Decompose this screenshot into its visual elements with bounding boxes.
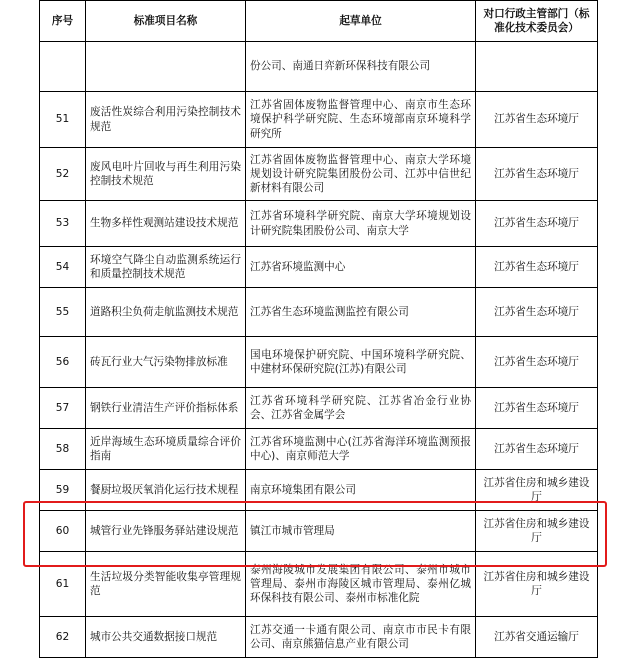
cell-dept: 江苏省生态环境厅 — [476, 247, 598, 288]
cell-org: 国电环境保护研究院、中国环境科学研究院、中建材环保研究院(江苏)有限公司 — [246, 337, 476, 388]
cell-dept — [476, 42, 598, 92]
cell-dept: 江苏省住房和城乡建设厅 — [476, 470, 598, 511]
cell-no: 60 — [40, 511, 86, 552]
cell-org: 江苏省环境监测中心 — [246, 247, 476, 288]
cell-name: 钢铁行业清洁生产评价指标体系 — [86, 388, 246, 429]
header-name: 标准项目名称 — [86, 1, 246, 42]
cell-no: 58 — [40, 429, 86, 470]
cell-name: 城管行业先锋服务驿站建设规范 — [86, 511, 246, 552]
table-header-row — [40, 1, 598, 42]
table-row — [40, 247, 598, 288]
cell-org: 江苏省固体废物监督管理中心、南京市生态环境保护科学研究院、生态环境部南京环境科学研究所 — [246, 92, 476, 148]
header-org: 起草单位 — [246, 1, 476, 42]
table-row — [40, 388, 598, 429]
table-row — [40, 201, 598, 247]
cell-dept: 江苏省生态环境厅 — [476, 92, 598, 148]
table-row-highlighted — [40, 552, 598, 617]
cell-name: 生活垃圾分类智能收集亭管理规范 — [86, 552, 246, 617]
cell-dept: 江苏省住房和城乡建设厅 — [476, 552, 598, 617]
cell-dept: 江苏省生态环境厅 — [476, 288, 598, 337]
cell-dept: 江苏省生态环境厅 — [476, 337, 598, 388]
cell-dept: 江苏省交通运输厅 — [476, 617, 598, 658]
cell-name: 废活性炭综合利用污染控制技术规范 — [86, 92, 246, 148]
cell-org: 份公司、南通日弈新环保科技有限公司 — [246, 42, 476, 92]
cell-dept: 江苏省生态环境厅 — [476, 148, 598, 201]
cell-dept: 江苏省生态环境厅 — [476, 388, 598, 429]
cell-no: 52 — [40, 148, 86, 201]
cell-name: 城市公共交通数据接口规范 — [86, 617, 246, 658]
cell-name: 餐厨垃圾厌氧消化运行技术规程 — [86, 470, 246, 511]
table-row — [40, 617, 598, 658]
cell-no: 54 — [40, 247, 86, 288]
cell-name: 废风电叶片回收与再生利用污染控制技术规范 — [86, 148, 246, 201]
header-dept: 对口行政主管部门（标准化技术委员会） — [476, 1, 598, 42]
cell-name: 道路积尘负荷走航监测技术规范 — [86, 288, 246, 337]
cell-org: 江苏省固体废物监督管理中心、南京大学环境规划设计研究院集团股份公司、江苏中信世纪新材料有限公司 — [246, 148, 476, 201]
cell-no: 56 — [40, 337, 86, 388]
cell-org: 江苏省环境科学研究院、江苏省冶金行业协会、江苏省金属学会 — [246, 388, 476, 429]
cell-org: 泰州海陵城市发展集团有限公司、泰州市城市管理局、泰州市海陵区城市管理局、泰州亿城环保科技有限公司、泰州市标准化院 — [246, 552, 476, 617]
cell-name: 砖瓦行业大气污染物排放标准 — [86, 337, 246, 388]
table-row — [40, 337, 598, 388]
table-row — [40, 429, 598, 470]
cell-dept: 江苏省生态环境厅 — [476, 201, 598, 247]
cell-no: 55 — [40, 288, 86, 337]
standards-table — [39, 0, 598, 658]
cell-org: 镇江市城市管理局 — [246, 511, 476, 552]
cell-name: 近岸海域生态环境质量综合评价指南 — [86, 429, 246, 470]
cell-org: 江苏省生态环境监测监控有限公司 — [246, 288, 476, 337]
cell-name — [86, 42, 246, 92]
cell-org: 江苏省环境科学研究院、南京大学环境规划设计研究院集团股份公司、南京大学 — [246, 201, 476, 247]
cell-org: 江苏省环境监测中心(江苏省海洋环境监测预报中心)、南京师范大学 — [246, 429, 476, 470]
cell-org: 江苏交通一卡通有限公司、南京市市民卡有限公司、南京熊猫信息产业有限公司 — [246, 617, 476, 658]
cell-dept: 江苏省生态环境厅 — [476, 429, 598, 470]
table-row — [40, 288, 598, 337]
cell-no — [40, 42, 86, 92]
cell-no: 57 — [40, 388, 86, 429]
cell-dept: 江苏省住房和城乡建设厅 — [476, 511, 598, 552]
header-no: 序号 — [40, 1, 86, 42]
table-row — [40, 470, 598, 511]
cell-no: 53 — [40, 201, 86, 247]
cell-no: 62 — [40, 617, 86, 658]
table-row-continued — [40, 42, 598, 92]
cell-no: 59 — [40, 470, 86, 511]
table-row — [40, 148, 598, 201]
table-row — [40, 92, 598, 148]
cell-name: 环境空气降尘自动监测系统运行和质量控制技术规范 — [86, 247, 246, 288]
cell-name: 生物多样性观测站建设技术规范 — [86, 201, 246, 247]
table-row — [40, 511, 598, 552]
cell-no: 51 — [40, 92, 86, 148]
cell-org: 南京环境集团有限公司 — [246, 470, 476, 511]
cell-no: 61 — [40, 552, 86, 617]
